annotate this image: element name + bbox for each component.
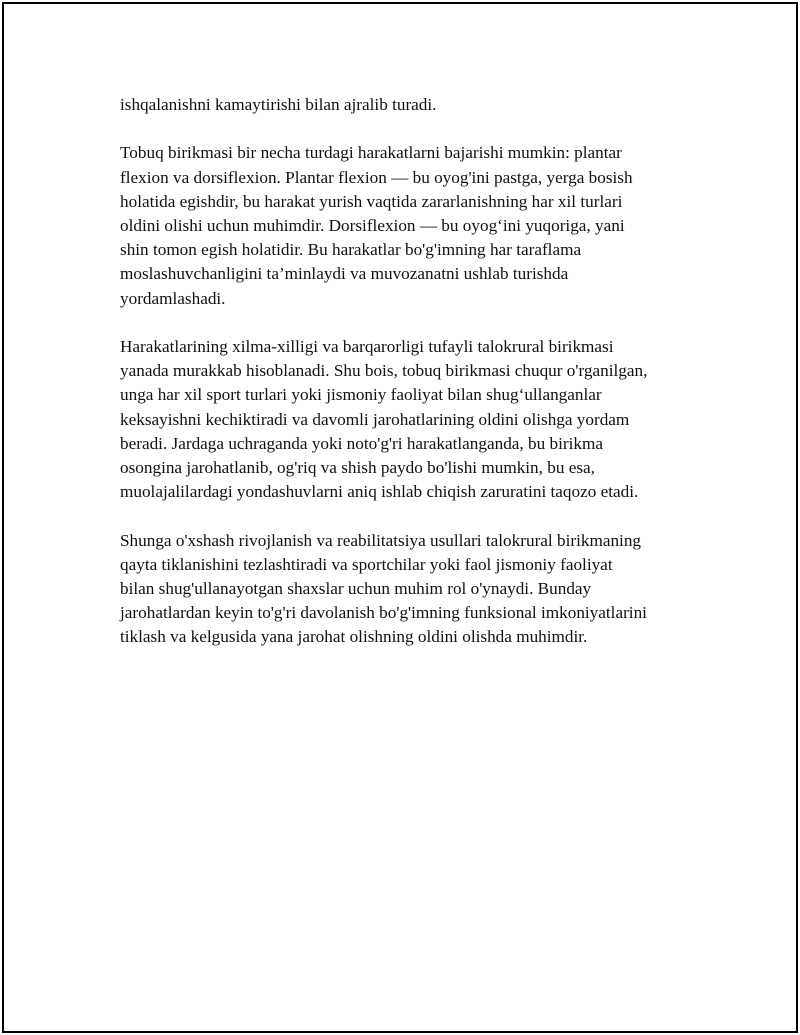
paragraph-4: Shunga o'xshash rivojlanish va reabilitatsiya usullari talokrural birikmaning qayta tiklanishini tezlashtiradi va sportchilar yoki faol jismoniy faoliyat bilan shug'ullanayotgan shaxslar uchun muhim rol o'ynaydi. Bunday jarohatlardan keyin to'g'ri davolanish bo'g'imning funksional imkoniyatlarini tiklash va kelgusida yana jarohat olishning oldini olishda muhimdir.	[120, 530, 647, 647]
paragraph-3: Harakatlarining xilma-xilligi va barqarorligi tufayli talokrural birikmasi yanada murakkab hisoblanadi. Shu bois, tobuq birikmasi chuqur o'rganilgan, unga har xil sport turlari yoki jismoniy faoliyat bilan shug‘ullanganlar keksayishni kechiktiradi va davomli jarohatlarining oldini olishga yordam beradi. Jardaga uchraganda yoki noto'g'ri harakatlanganda, bu birikma osongina jarohatlanib, og'riq va shish paydo bo'lishi mumkin, bu esa, muolajalilardagi yondashuvlarni aniq ishlab chiqish zaruratini taqozo etadi.	[120, 337, 648, 502]
document-page	[2, 2, 798, 1033]
paragraph-1: ishqalanishni kamaytirishi bilan ajralib turadi.	[120, 95, 437, 114]
paragraph-2: Tobuq birikmasi bir necha turdagi harakatlarni bajarishi mumkin: plantar flexion va dorsiflexion. Plantar flexion — bu oyog'ini pastga, yerga bosish holatida egishdir, bu harakat yurish vaqtida zararlanishning har xil turlari oldini olishi uchun muhimdir. Dorsiflexion — bu oyog‘ini yuqoriga, yani shin tomon egish holatidir. Bu harakatlar bo'g'imning har taraflama moslashuvchanligini ta’minlaydi va muvozanatni ushlab turishda yordamlashadi.	[120, 143, 633, 308]
document-body	[120, 93, 700, 674]
